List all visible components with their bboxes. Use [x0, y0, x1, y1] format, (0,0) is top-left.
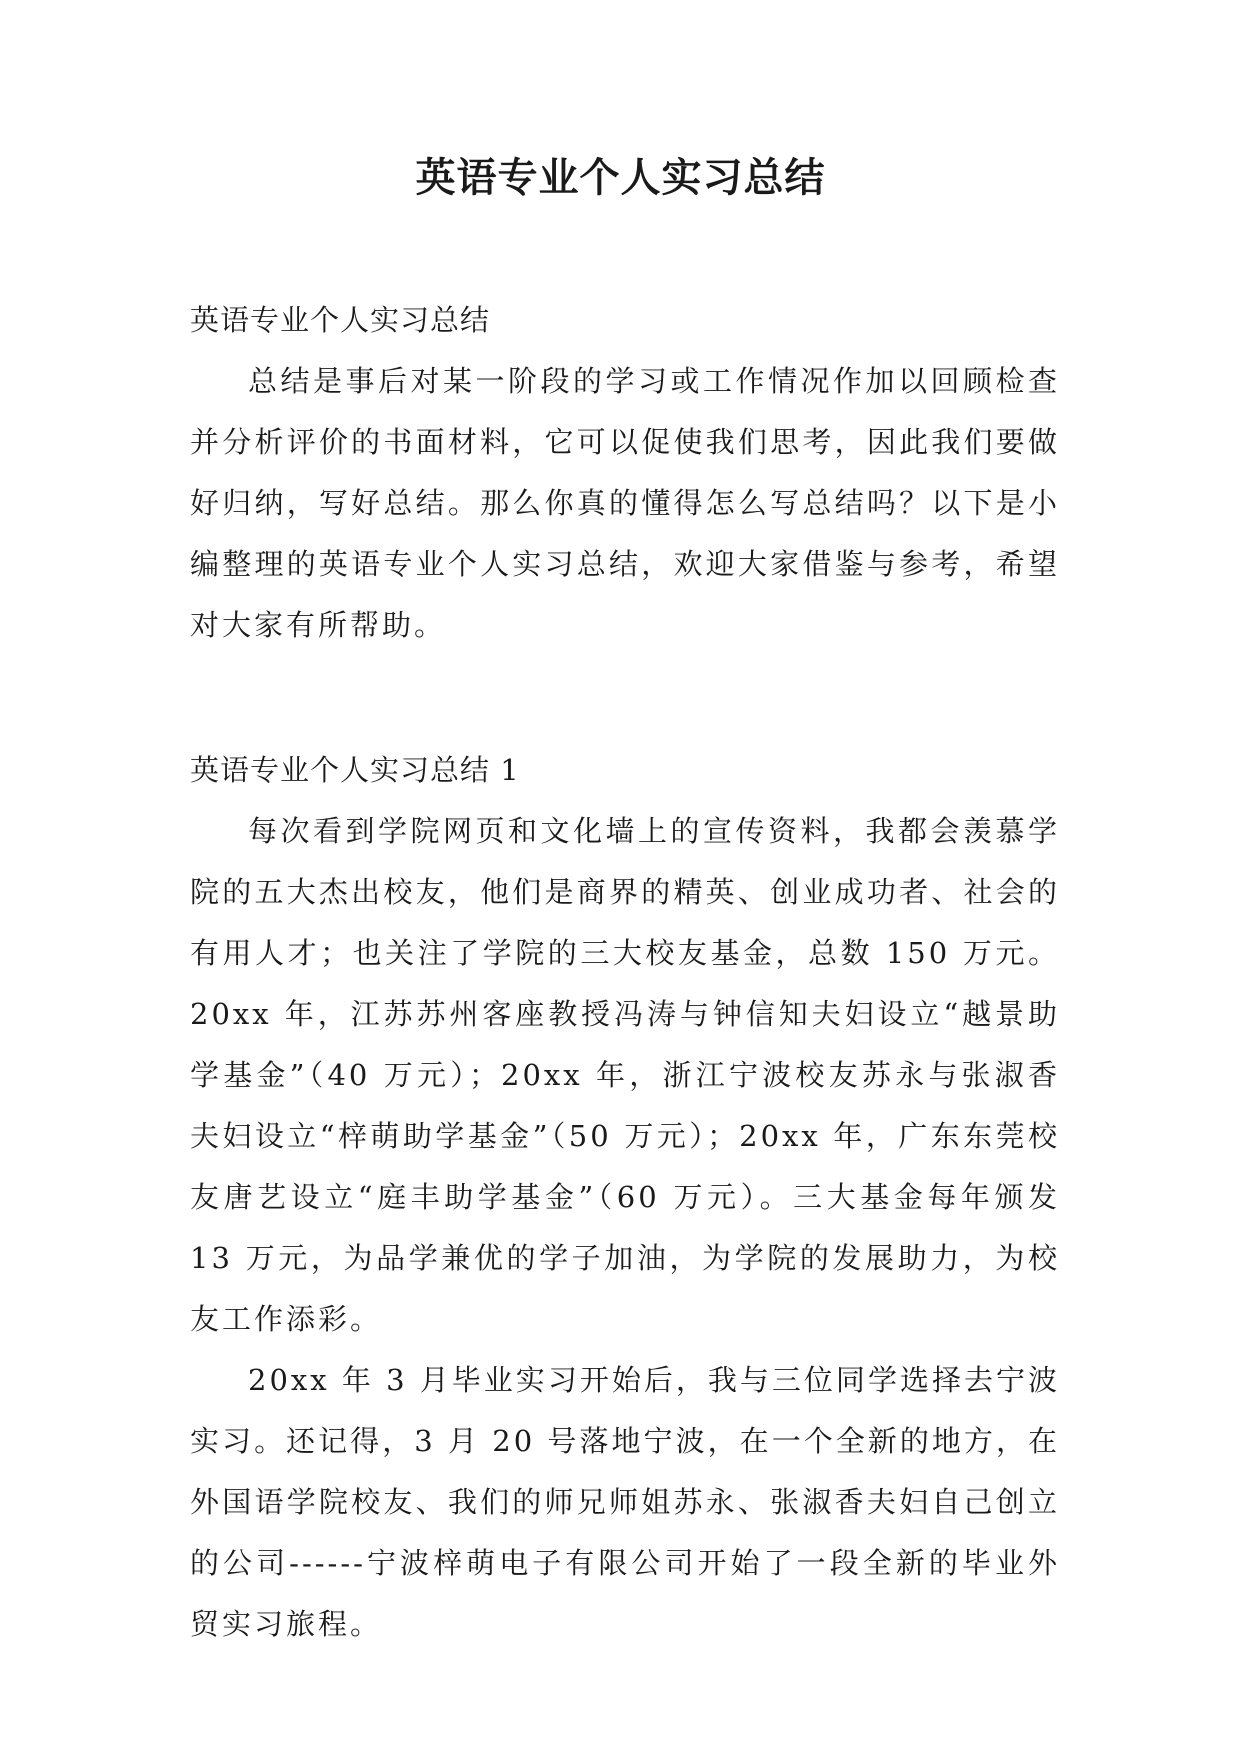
document-body	[190, 290, 1060, 1655]
intro-heading: 英语专业个人实习总结	[190, 303, 491, 337]
body-paragraph: 20xx 年 3 月毕业实习开始后，我与三位同学选择去宁波实习。还记得，3 月 20 号落地宁波，在一个全新的地方，在外国语学院校友、我们的师兄师姐苏永、张淑香夫妇自己创立的公司------宁波梓萌电子有限公司开始了一段全新的毕业外贸实习旅程。	[190, 1363, 1060, 1641]
body-paragraph: 每次看到学院网页和文化墙上的宣传资料，我都会羡慕学院的五大杰出校友，他们是商界的精英、创业成功者、社会的有用人才；也关注了学院的三大校友基金，总数 150 万元。20xx 年，江苏苏州客座教授冯涛与钟信知夫妇设立“越景助学基金”（40 万元）；20xx 年，浙江宁波校友苏永与张淑香夫妇设立“梓萌助学基金”（50 万元）；20xx 年，广东东莞校友唐艺设立“庭丰助学基金”（60 万元）。三大基金每年颁发 13 万元，为品学兼优的学子加油，为学院的发展助力，为校友工作添彩。	[190, 814, 1060, 1336]
intro-paragraph: 总结是事后对某一阶段的学习或工作情况作加以回顾检查并分析评价的书面材料，它可以促使我们思考，因此我们要做好归纳，写好总结。那么你真的懂得怎么写总结吗？以下是小编整理的英语专业个人实习总结，欢迎大家借鉴与参考，希望对大家有所帮助。	[190, 364, 1060, 642]
section-spacer	[190, 656, 1060, 740]
document-title: 英语专业个人实习总结	[415, 155, 826, 201]
section-heading: 英语专业个人实习总结 1	[190, 753, 520, 787]
